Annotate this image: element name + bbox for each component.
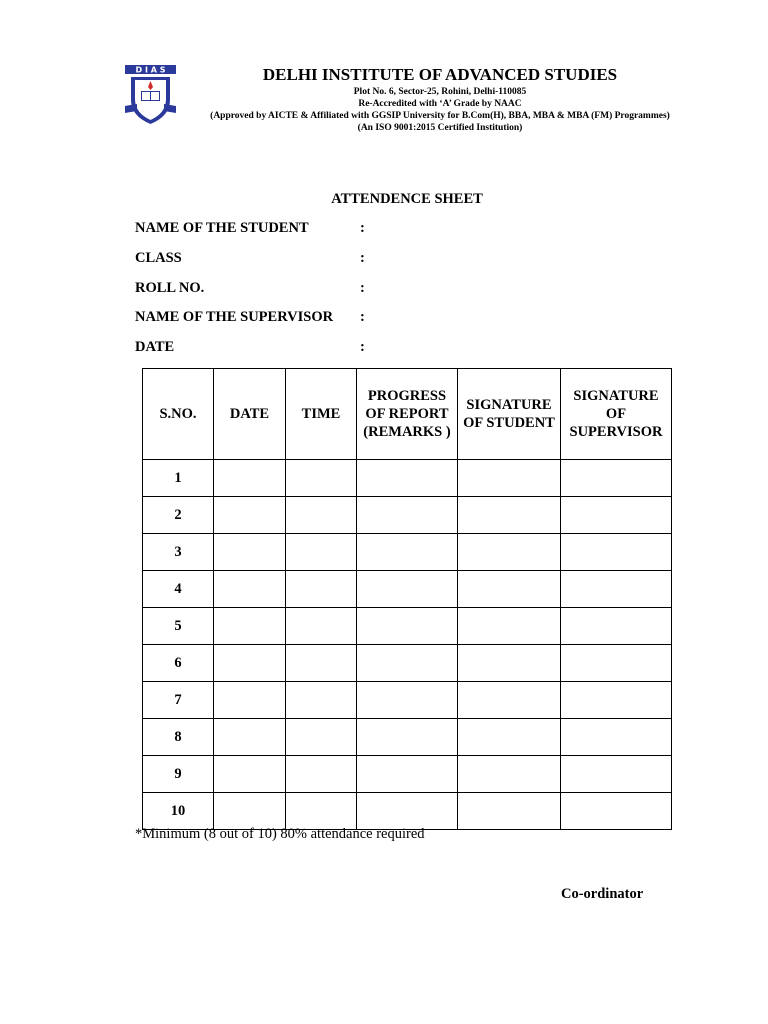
progress-cell <box>357 608 458 645</box>
field-colon: : <box>360 339 365 355</box>
progress-cell <box>357 645 458 682</box>
field-colon: : <box>360 309 365 325</box>
supervisor-signature-cell <box>561 682 672 719</box>
attendance-note: *Minimum (8 out of 10) 80% attendance required <box>135 826 425 842</box>
row-number: 8 <box>143 719 214 756</box>
time-cell <box>286 645 357 682</box>
progress-cell <box>357 571 458 608</box>
row-number: 9 <box>143 756 214 793</box>
date-cell <box>214 645 286 682</box>
date-cell <box>214 497 286 534</box>
time-cell <box>286 682 357 719</box>
field-label-roll-no: ROLL NO. <box>135 280 205 296</box>
row-number: 3 <box>143 534 214 571</box>
field-label-class: CLASS <box>135 250 182 266</box>
progress-cell <box>357 682 458 719</box>
column-header-date: DATE <box>214 369 286 460</box>
supervisor-signature-cell <box>561 719 672 756</box>
field-colon: : <box>360 280 365 296</box>
table-row <box>143 793 672 830</box>
institute-name: DELHI INSTITUTE OF ADVANCED STUDIES <box>262 65 618 84</box>
field-label-student-name: NAME OF THE STUDENT <box>135 220 309 236</box>
approval-line: (Approved by AICTE & Affiliated with GGSIP University for B.Com(H), BBA, MBA & MBA (FM) Programmes) <box>210 111 670 121</box>
time-cell <box>286 608 357 645</box>
supervisor-signature-cell <box>561 534 672 571</box>
field-label-date: DATE <box>135 339 175 355</box>
row-number: 2 <box>143 497 214 534</box>
row-number: 6 <box>143 645 214 682</box>
accreditation-line: Re-Accredited with ‘A’ Grade by NAAC <box>358 99 522 109</box>
table-row <box>143 719 672 756</box>
date-cell <box>214 756 286 793</box>
table-row <box>143 460 672 497</box>
supervisor-signature-cell <box>561 645 672 682</box>
logo-text: D I A S <box>135 65 166 75</box>
table-row <box>143 608 672 645</box>
supervisor-signature-cell <box>561 608 672 645</box>
date-cell <box>214 460 286 497</box>
student-signature-cell <box>458 571 561 608</box>
column-header-time: TIME <box>286 369 357 460</box>
student-signature-cell <box>458 608 561 645</box>
row-number: 5 <box>143 608 214 645</box>
column-header-sno: S.NO. <box>143 369 214 460</box>
progress-cell <box>357 719 458 756</box>
time-cell <box>286 497 357 534</box>
supervisor-signature-cell <box>561 460 672 497</box>
supervisor-signature-cell <box>561 793 672 830</box>
supervisor-signature-cell <box>561 756 672 793</box>
student-signature-cell <box>458 682 561 719</box>
row-number: 4 <box>143 571 214 608</box>
row-number: 7 <box>143 682 214 719</box>
date-cell <box>214 534 286 571</box>
student-signature-cell <box>458 460 561 497</box>
supervisor-signature-cell <box>561 497 672 534</box>
table-row <box>143 534 672 571</box>
letterhead <box>190 64 690 134</box>
progress-cell <box>357 756 458 793</box>
date-cell <box>214 571 286 608</box>
field-label-supervisor: NAME OF THE SUPERVISOR <box>135 309 334 325</box>
table-row <box>143 756 672 793</box>
column-header-supervisor-signature: SIGNATURE OF SUPERVISOR <box>561 369 672 460</box>
row-number: 1 <box>143 460 214 497</box>
student-signature-cell <box>458 719 561 756</box>
time-cell <box>286 460 357 497</box>
table-row <box>143 645 672 682</box>
field-colon: : <box>360 220 365 236</box>
institute-address: Plot No. 6, Sector-25, Rohini, Delhi-110085 <box>353 87 527 97</box>
supervisor-signature-cell <box>561 571 672 608</box>
column-header-progress: PROGRESS OF REPORT (REMARKS ) <box>357 369 458 460</box>
coordinator-signoff: Co-ordinator <box>561 886 644 902</box>
progress-cell <box>357 497 458 534</box>
iso-line: (An ISO 9001:2015 Certified Institution) <box>357 123 523 133</box>
field-colon: : <box>360 250 365 266</box>
column-header-student-signature: SIGNATURE OF STUDENT <box>458 369 561 460</box>
institute-logo <box>123 64 178 126</box>
table-row <box>143 497 672 534</box>
table-row <box>143 682 672 719</box>
student-signature-cell <box>458 793 561 830</box>
sheet-title: ATTENDENCE SHEET <box>331 191 483 207</box>
student-signature-cell <box>458 756 561 793</box>
progress-cell <box>357 460 458 497</box>
time-cell <box>286 534 357 571</box>
student-signature-cell <box>458 497 561 534</box>
progress-cell <box>357 793 458 830</box>
date-cell <box>214 682 286 719</box>
student-signature-cell <box>458 645 561 682</box>
student-signature-cell <box>458 534 561 571</box>
date-cell <box>214 719 286 756</box>
row-number: 10 <box>143 793 214 830</box>
table-row <box>143 571 672 608</box>
table-header-row <box>143 369 672 460</box>
time-cell <box>286 571 357 608</box>
progress-cell <box>357 534 458 571</box>
date-cell <box>214 793 286 830</box>
time-cell <box>286 719 357 756</box>
attendance-table <box>142 368 672 830</box>
time-cell <box>286 793 357 830</box>
time-cell <box>286 756 357 793</box>
date-cell <box>214 608 286 645</box>
